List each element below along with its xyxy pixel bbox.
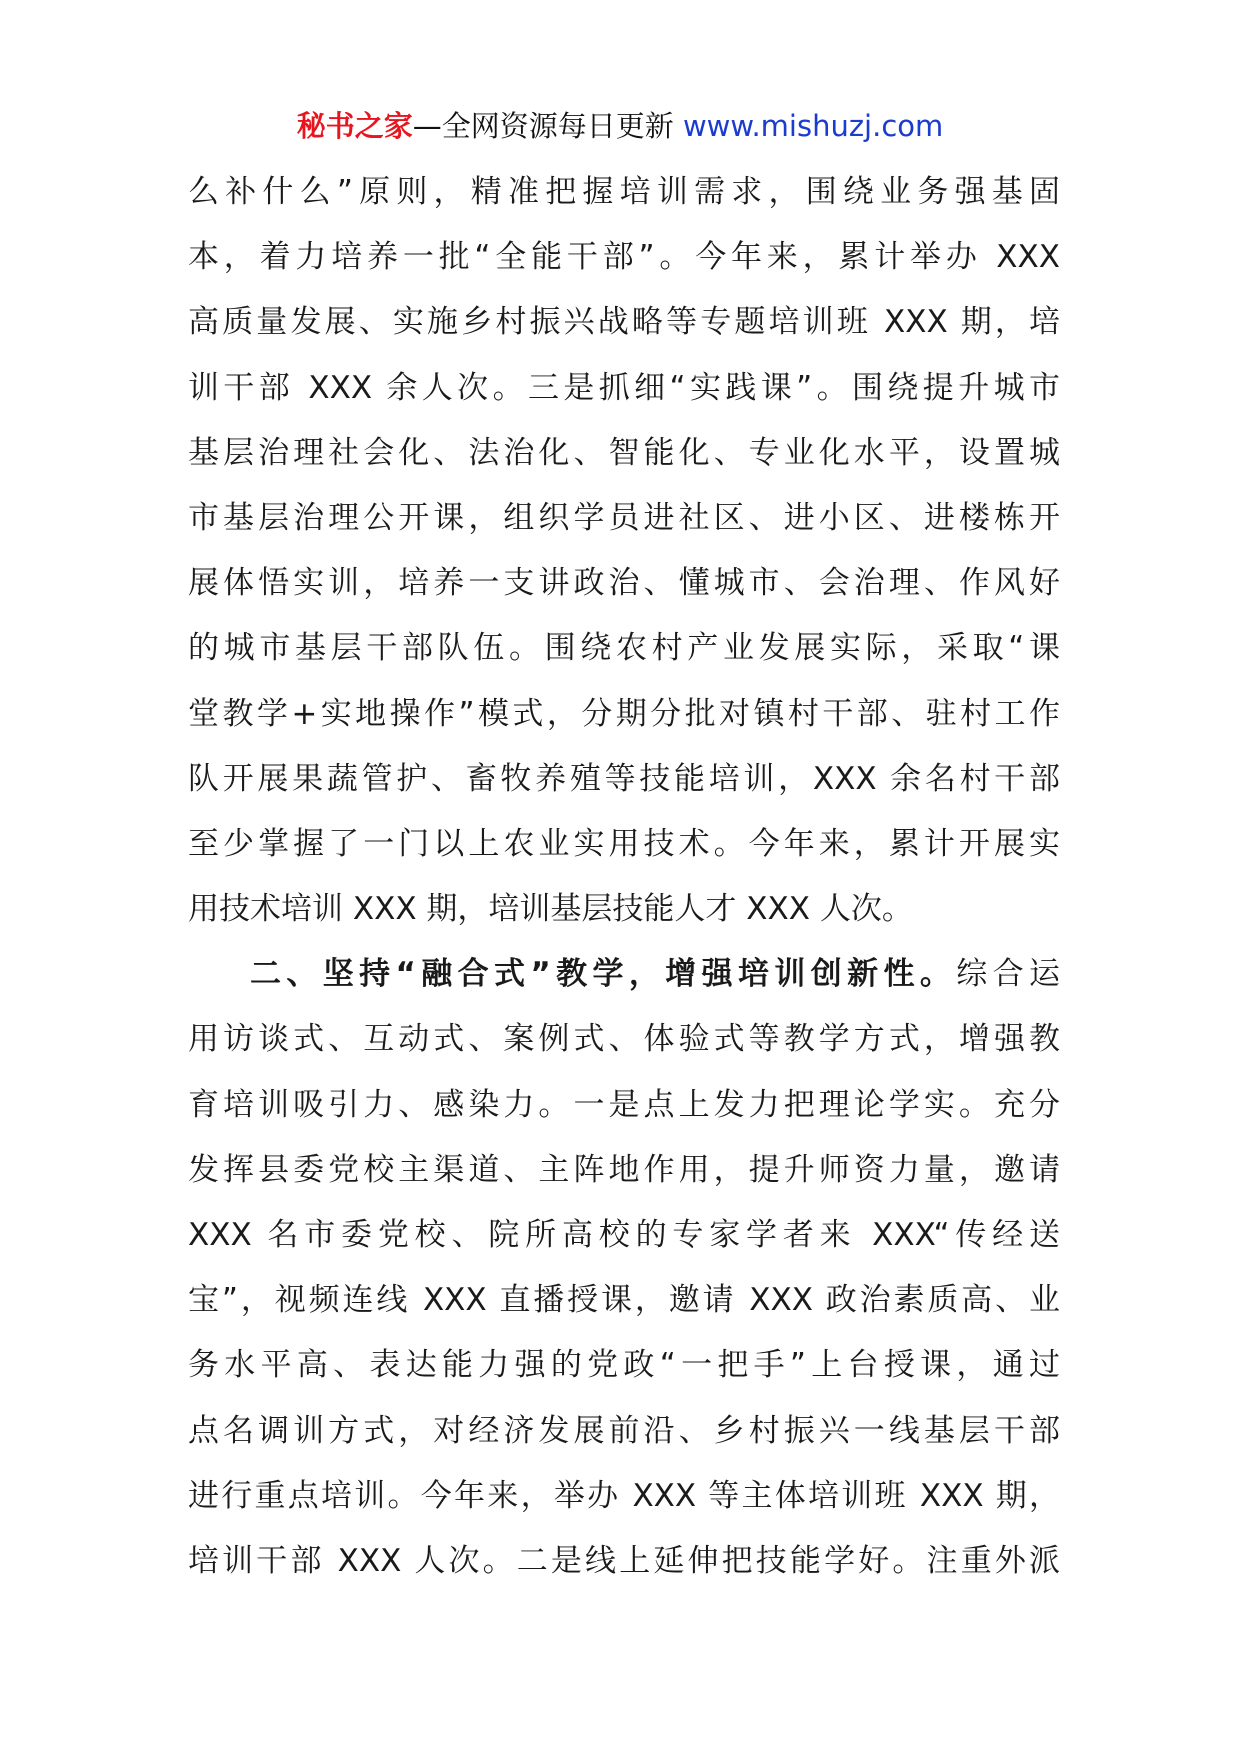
- text-line: 发挥县委党校主渠道、主阵地作用，提升师资力量，邀请: [188, 1151, 1060, 1188]
- text-line: 展体悟实训，培养一支讲政治、懂城市、会治理、作风好: [188, 565, 1060, 602]
- text-line: 的城市基层干部队伍。围绕农村产业发展实际，采取“课: [188, 630, 1060, 667]
- paragraph: [188, 942, 1060, 1594]
- text-line: 点名调训方式，对经济发展前沿、乡村振兴一线基层干部: [188, 1412, 1060, 1449]
- text-line: 堂教学+实地操作”模式，分期分批对镇村干部、驻村工作: [188, 695, 1060, 732]
- section-heading-line: [188, 942, 1060, 1007]
- text-line: 本，着力培养一批“全能干部”。今年来，累计举办 XXX: [188, 239, 1060, 276]
- text-line: 至少掌握了一门以上农业实用技术。今年来，累计开展实: [188, 825, 1060, 862]
- text-line: 宝”，视频连线 XXX 直播授课，邀请 XXX 政治素质高、业: [188, 1282, 1060, 1319]
- text-line: XXX 名市委党校、院所高校的专家学者来 XXX“传经送: [188, 1217, 1060, 1253]
- text-line: 进行重点培训。今年来，举办 XXX 等主体培训班 XXX 期，: [188, 1477, 1060, 1514]
- text-line: 训干部 XXX 余人次。三是抓细“实践课”。围绕提升城市: [188, 369, 1060, 406]
- text-line: 用技术培训 XXX 期，培训基层技能人才 XXX 人次。: [188, 891, 913, 928]
- section-heading: 二、坚持“融合式”教学，增强培训创新性。: [250, 956, 957, 993]
- text-line: 务水平高、表达能力强的党政“一把手”上台授课，通过: [188, 1347, 1060, 1384]
- text-line: 基层治理社会化、法治化、智能化、专业化水平，设置城: [188, 434, 1060, 471]
- site-header: [0, 100, 1240, 152]
- text-line: 育培训吸引力、感染力。一是点上发力把理论学实。充分: [188, 1086, 1060, 1123]
- document-body: [188, 160, 1060, 1594]
- site-name: 秘书之家: [296, 109, 413, 143]
- text-line: 么补什么”原则，精准把握培训需求，围绕业务强基固: [188, 174, 1060, 210]
- site-tagline: —全网资源每日更新: [412, 109, 674, 143]
- text-line: 队开展果蔬管护、畜牧养殖等技能培训，XXX 余名村干部: [188, 760, 1060, 797]
- paragraph: [188, 160, 1060, 942]
- text-line: 高质量发展、实施乡村振兴战略等专题培训班 XXX 期，培: [188, 304, 1060, 341]
- text-line: 培训干部 XXX 人次。二是线上延伸把技能学好。注重外派: [188, 1542, 1060, 1579]
- text-line: 市基层治理公开课，组织学员进社区、进小区、进楼栋开: [188, 499, 1060, 536]
- heading-line-rest: 综合运: [956, 956, 1060, 993]
- text-line: 用访谈式、互动式、案例式、体验式等教学方式，增强教: [188, 1021, 1060, 1058]
- site-url-link[interactable]: www.mishuzj.com: [682, 109, 944, 143]
